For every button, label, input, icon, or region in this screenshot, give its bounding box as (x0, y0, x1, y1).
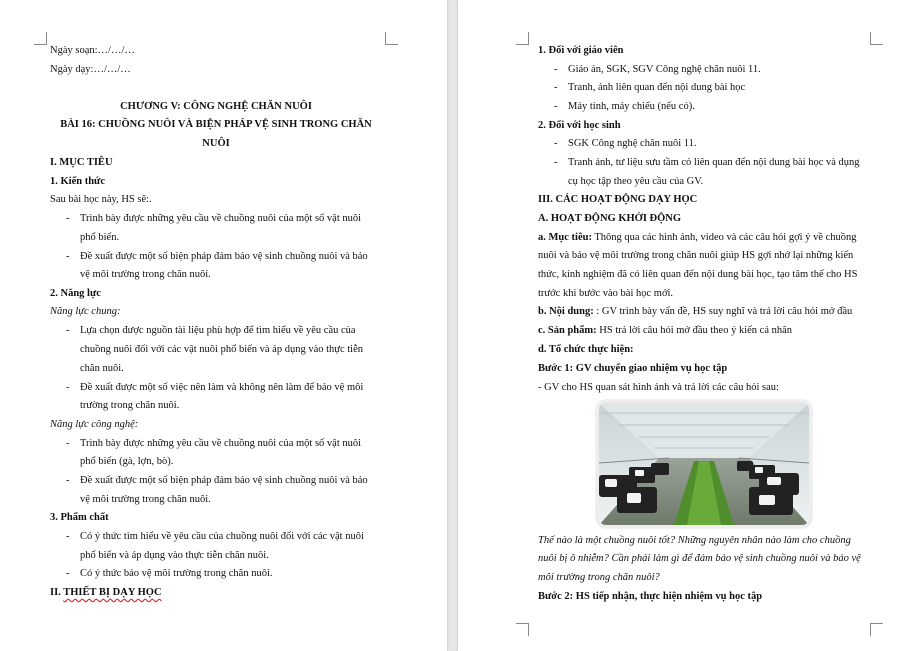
paragraph-content (538, 305, 852, 319)
list-item-text: Có ý thức tìm hiểu về yêu cầu của chuồng nuôi đối với các vật nuôi (80, 531, 364, 542)
paragraph-line: - GV cho HS quan sát hình ảnh và trả lời các câu hỏi sau: (538, 382, 779, 393)
list-item-text: Tranh, ảnh liên quan đến nội dung bài học (568, 82, 746, 93)
paragraph-line: nuôi và bảo vệ môi trường trong chăn nuôi giúp HS gợi nhớ lại những kiến (538, 250, 854, 261)
crop-mark (34, 32, 47, 45)
label: c. Sản phẩm: (538, 325, 597, 336)
list-bullet: - (66, 213, 70, 224)
list-bullet: - (554, 82, 558, 93)
subsection-heading: 3. Phẩm chất (50, 512, 109, 523)
list-bullet: - (66, 475, 70, 486)
paragraph-line: trước khi bước vào bài học mới. (538, 288, 674, 299)
question-line: Thế nào là một chuồng nuôi tốt? Những nguyên nhân nào làm cho chuồng (538, 535, 851, 546)
list-item-text: SGK Công nghệ chăn nuôi 11. (568, 138, 697, 149)
barn-photo (596, 400, 812, 528)
list-item-text: chăn nuôi. (80, 363, 124, 374)
lesson-title-cont: NUÔI (202, 138, 230, 149)
list-bullet: - (66, 568, 70, 579)
step-heading: Bước 2: HS tiếp nhận, thực hiện nhiệm vụ học tập (538, 591, 763, 602)
crop-mark (385, 32, 398, 45)
date-taught: Ngày dạy:…/…/… (50, 64, 131, 75)
label: b. Nội dung: (538, 306, 594, 317)
text: Thông qua các hình ảnh, video và các câu hỏi gợi ý về chuồng (591, 232, 857, 243)
text: : GV trình bày vấn đề, HS suy nghĩ và trả lời câu hỏi mở đầu (593, 306, 853, 317)
lesson-title: BÀI 16: CHUỒNG NUÔI VÀ BIỆN PHÁP VỆ SINH TRONG CHĂN (60, 119, 372, 130)
list-item-text: Có ý thức bảo vệ môi trường trong chăn nuôi. (80, 568, 273, 579)
question-line: môi trường trong chăn nuôi? (538, 572, 660, 583)
list-bullet: - (66, 325, 70, 336)
paragraph-objective (538, 231, 857, 245)
section-heading: III. CÁC HOẠT ĐỘNG DẠY HỌC (538, 194, 698, 205)
crop-mark (870, 623, 883, 636)
subsection-heading: 2. Năng lực (50, 288, 101, 299)
subsection-heading: 1. Kiến thức (50, 176, 106, 187)
intro-text: Sau bài học này, HS sẽ:. (50, 194, 152, 205)
list-bullet: - (66, 251, 70, 262)
list-item-text: Trình bày được những yêu cầu về chuồng nuôi của một số vật nuôi (80, 213, 362, 224)
list-item-text: Đề xuất được một số biện pháp đảm bảo vệ sinh chuồng nuôi và bảo (80, 475, 368, 486)
list-bullet: - (66, 382, 70, 393)
crop-mark (870, 32, 883, 45)
list-item-text: Tranh ảnh, tư liệu sưu tầm có liên quan đến nội dung bài học và dụng (568, 157, 860, 168)
step-heading: Bước 1: GV chuyển giao nhiệm vụ học tập (538, 363, 728, 374)
list-item-text: Đề xuất được một số biện pháp đảm bảo vệ sinh chuồng nuôi và bảo (80, 251, 368, 262)
section-heading: I. MỤC TIÊU (50, 157, 113, 168)
section-heading: A. HOẠT ĐỘNG KHỞI ĐỘNG (538, 213, 682, 224)
paragraph-product (538, 324, 792, 338)
list-item-text: Máy tính, máy chiếu (nếu có). (568, 101, 695, 112)
list-bullet: - (554, 157, 558, 168)
crop-mark (516, 623, 529, 636)
list-item-text: Đề xuất được một số việc nên làm và không nên làm để bảo vệ môi (80, 382, 364, 393)
list-item-text: Lựa chọn được nguồn tài liệu phù hợp để tìm hiểu về yêu cầu của (80, 325, 356, 336)
cattle-barn-image (599, 403, 809, 525)
paragraph-line: thức, kinh nghiệm đã có liên quan đến nội dung bài học, tạo tâm thế cho HS (538, 269, 858, 280)
list-item-text: Giáo án, SGK, SGV Công nghệ chăn nuôi 11. (568, 64, 761, 75)
list-item-text: phổ biến. (80, 232, 120, 243)
subsection-heading: 2. Đối với học sinh (538, 120, 621, 131)
section-heading (50, 586, 162, 600)
spellcheck-underlined-text: THIẾT BỊ DẠY HỌC (63, 587, 162, 598)
crop-mark (516, 32, 529, 45)
list-item-text: vệ môi trường trong chăn nuôi. (80, 494, 211, 505)
text: HS trả lời câu hỏi mở đầu theo ý kiến cá nhân (596, 325, 793, 336)
list-bullet: - (554, 101, 558, 112)
label: a. Mục tiêu: (538, 232, 592, 243)
chapter-title: CHƯƠNG V: CÔNG NGHỆ CHĂN NUÔI (120, 101, 312, 112)
subheading-italic: Năng lực công nghệ: (50, 419, 139, 430)
list-item-text: vệ môi trường trong chăn nuôi. (80, 269, 211, 280)
list-bullet: - (554, 138, 558, 149)
list-item-text: trường trong chăn nuôi. (80, 400, 180, 411)
question-line: nuôi bị ô nhiễm? Cần phải làm gì để đảm bảo vệ sinh chuồng nuôi và bảo vệ (538, 553, 861, 564)
list-bullet: - (554, 64, 558, 75)
list-item-text: Trình bày được những yêu cầu về chuồng nuôi của một số vật nuôi (80, 438, 362, 449)
list-item-text: chuồng nuôi đối với các vật nuôi phổ biến và áp dụng vào thực tiễn (80, 344, 364, 355)
paragraph-organize: d. Tổ chức thực hiện: (538, 344, 634, 355)
list-item-text: cụ học tập theo yêu cầu của GV. (568, 176, 704, 187)
date-prepared: Ngày soạn:…/…/… (50, 45, 135, 56)
subsection-heading: 1. Đối với giáo viên (538, 45, 624, 56)
list-item-text: phổ biến (gà, lợn, bò). (80, 456, 174, 467)
list-item-text: phổ biến và áp dụng vào thực tiễn chăn nuôi. (80, 550, 269, 561)
list-bullet: - (66, 438, 70, 449)
section-number: II. (50, 587, 64, 598)
subheading-italic: Năng lực chung: (50, 306, 121, 317)
list-bullet: - (66, 531, 70, 542)
